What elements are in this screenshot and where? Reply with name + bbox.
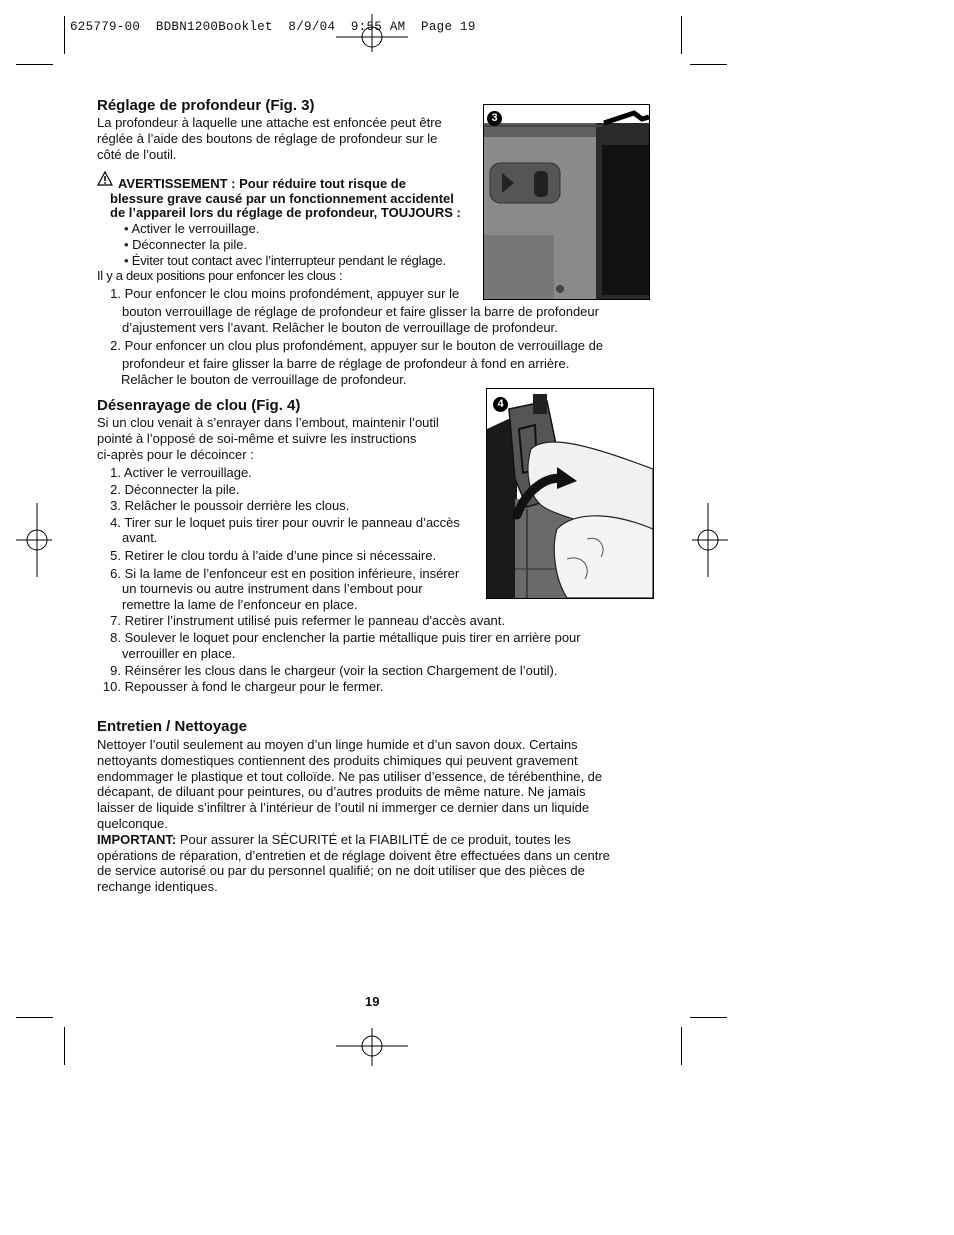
depth-positions-intro: Il y a deux positions pour enfoncer les clous :	[97, 268, 343, 283]
list-item: 4. Tirer sur le loquet puis tirer pour ouvrir le panneau d’accès	[110, 514, 460, 530]
figure-number-badge: 4	[493, 397, 508, 412]
important-label: IMPORTANT:	[97, 831, 177, 847]
list-item: 2. Pour enfoncer un clou plus profondément, appuyer sur le bouton de verrouillage de	[110, 338, 604, 354]
depth-warning: AVERTISSEMENT : Pour réduire tout risque de blessure grave causé par un fonctionnement accidentel de l’appareil lors du réglage de profondeur, TOUJOURS :	[110, 176, 461, 221]
figure-number-badge: 3	[487, 111, 502, 126]
section-title-maintenance: Entretien / Nettoyage	[97, 718, 248, 735]
list-item: 10. Repousser à fond le chargeur pour le fermer.	[102, 679, 384, 695]
list-item: 5. Retirer le clou tordu à l’aide d’une pince si nécessaire.	[110, 547, 437, 563]
unjam-step-list: 1. Activer le verrouillage. 2. Déconnecter la pile. 3. Relâcher le poussoir derrière les clous. 4. Tirer sur le loquet puis tirer pour ouvrir le panneau d’accès avant. 5. Retirer le clou tordu à l’aide d’une pince si nécessaire. 6. Si la lame de l’enfonceur est en position inférieure, insérer un tournevis ou autre instrument dans l’embout pour remettre la lame de l’enfonceur en place. 7. Retirer l’instrument utilisé puis refermer le panneau d'accès avant. 8. Soulever le loquet pour enclencher la partie métallique puis tirer en arrière pour verrouiller en place. 9. Réinsérer les clous dans le chargeur (voir la section Chargement de l’outil). 10. Repousser à fond le chargeur pour le fermer.	[97, 465, 581, 696]
print-slug: 625779-00 BDBN1200Booklet 8/9/04 9:55 AM Page 19	[70, 20, 476, 34]
page-number: 19	[365, 994, 380, 1009]
list-item: 8. Soulever le loquet pour enclencher la partie métallique puis tirer en arrière pour	[110, 629, 581, 645]
depth-intro: La profondeur à laquelle une attache est enfoncée peut être réglée à l’aide des boutons de réglage de profondeur sur le côté de l’outil.	[97, 115, 442, 162]
maintenance-paragraph: Nettoyer l’outil seulement au moyen d’un linge humide et d’un savon doux. Certains nettoyants domestiques contiennent des produits chimiques qui peuvent gravement endommager le plastique et tout colloïde. Ne pas utiliser d’essence, de térébenthine, de décapant, de diluant pour peintures, ou d’autres produits de même nature. Ne jamais laisser de liquide s’infiltrer à l’intérieur de l’outil ni immerger ce dernier dans un liquide quelconque. IMPORTANT: Pour assurer la SÉCURITÉ et la FIABILITÉ de ce produit, toutes les opérations de réparation, d’entretien et de réglage doivent être effectuées dans un centre de service autorisé ou par du personnel qualifié; on ne doit utiliser que des pièces de rechange identiques.	[97, 737, 610, 895]
figure-4	[486, 388, 654, 599]
list-item: 1. Pour enfoncer le clou moins profondément, appuyer sur le	[110, 286, 460, 301]
list-item: 9. Réinsérer les clous dans le chargeur (voir la section Chargement de l’outil).	[110, 662, 558, 678]
list-item: 1. Activer le verrouillage.	[110, 465, 252, 480]
list-item: 6. Si la lame de l’enfonceur est en position inférieure, insérer	[110, 565, 460, 581]
unjam-intro: Si un clou venait à s’enrayer dans l’embout, maintenir l’outil pointé à l’opposé de soi-même et suivre les instructions ci-après pour le décoincer :	[97, 415, 439, 462]
figure-3	[483, 104, 650, 300]
list-item: 2. Déconnecter la pile.	[110, 481, 240, 497]
figure-3-illustration	[484, 105, 649, 299]
section-title-depth: Réglage de profondeur (Fig. 3)	[97, 97, 315, 114]
depth-step-list: 1. Pour enfoncer le clou moins profondément, appuyer sur le bouton verrouillage de réglage de profondeur et faire glisser la barre de profondeur d’ajustement vers l’avant. Relâcher le bouton de verrouillage de profondeur. 2. Pour enfoncer un clou plus profondément, appuyer sur le bouton de verrouillage de profondeur et faire glisser la barre de réglage de profondeur à fond en arrière. Relâcher le bouton de verrouillage de profondeur.	[97, 286, 603, 388]
depth-bullets: • Activer le verrouillage. • Déconnecter la pile. • Éviter tout contact avec l’interrupteur pendant le réglage.	[124, 221, 446, 268]
list-item: 3. Relâcher le poussoir derrière les clous.	[110, 498, 350, 514]
list-item: 7. Retirer l’instrument utilisé puis refermer le panneau d'accès avant.	[110, 613, 506, 629]
section-title-unjam: Désenrayage de clou (Fig. 4)	[97, 397, 301, 414]
figure-4-illustration	[487, 389, 653, 598]
